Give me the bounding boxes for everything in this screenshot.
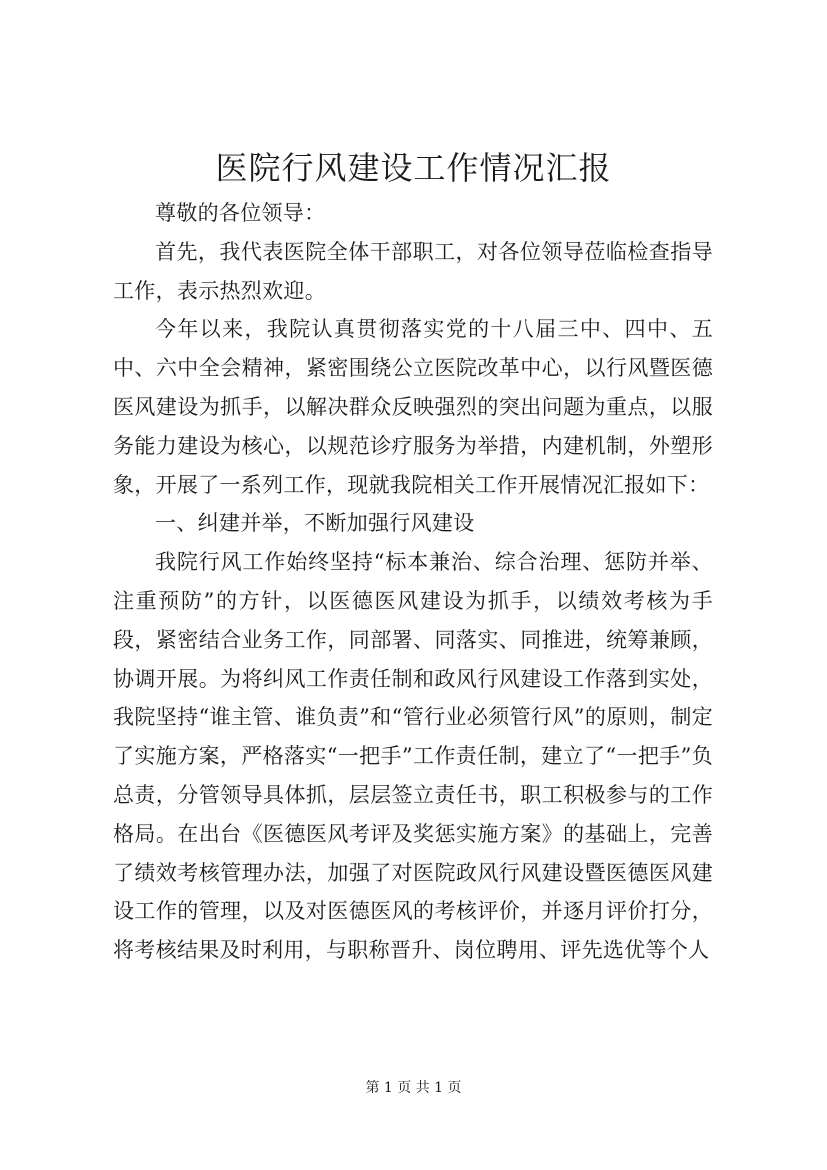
page-footer: 第 1 页 共 1 页 — [365, 1080, 462, 1096]
document-body — [113, 194, 713, 970]
paragraph-opening: 首先，我代表医院全体干部职工，对各位领导莅临检查指导工作，表示热烈欢迎。 — [113, 239, 713, 303]
paragraph-overview: 今年以来，我院认真贯彻落实党的十八届三中、四中、五中、六中全会精神，紧密围绕公立医院改革中心，以行风暨医德医风建设为抓手，以解决群众反映强烈的突出问题为重点，以服务能力建设为核心，以规范诊疗服务为举措，内建机制，外塑形象，开展了一系列工作，现就我院相关工作开展情况汇报如下： — [113, 317, 713, 497]
paragraph-section-one: 我院行风工作始终坚持“标本兼治、综合治理、惩防并举、注重预防”的方针，以医德医风建设为抓手，以绩效考核为手段，紧密结合业务工作，同部署、同落实、同推进，统筹兼顾，协调开展。为将纠风工作责任制和政风行风建设工作落到实处，我院坚持“谁主管、谁负责”和“管行业必须管行风”的原则，制定了实施方案，严格落实“一把手”工作责任制，建立了“一把手”负总责，分管领导具体抓，层层签立责任书，职工积极参与的工作格局。在出台《医德医风考评及奖惩实施方案》的基础上，完善了绩效考核管理办法，加强了对医院政风行风建设暨医德医风建设工作的管理，以及对医德医风的考核评价，并逐月评价打分，将考核结果及时利用，与职称晋升、岗位聘用、评先选优等个人 — [113, 550, 713, 963]
salutation: 尊敬的各位领导： — [155, 201, 326, 225]
document-title: 医院行风建设工作情况汇报 — [215, 149, 612, 187]
section-heading: 一、纠建并举，不断加强行风建设 — [155, 511, 475, 536]
